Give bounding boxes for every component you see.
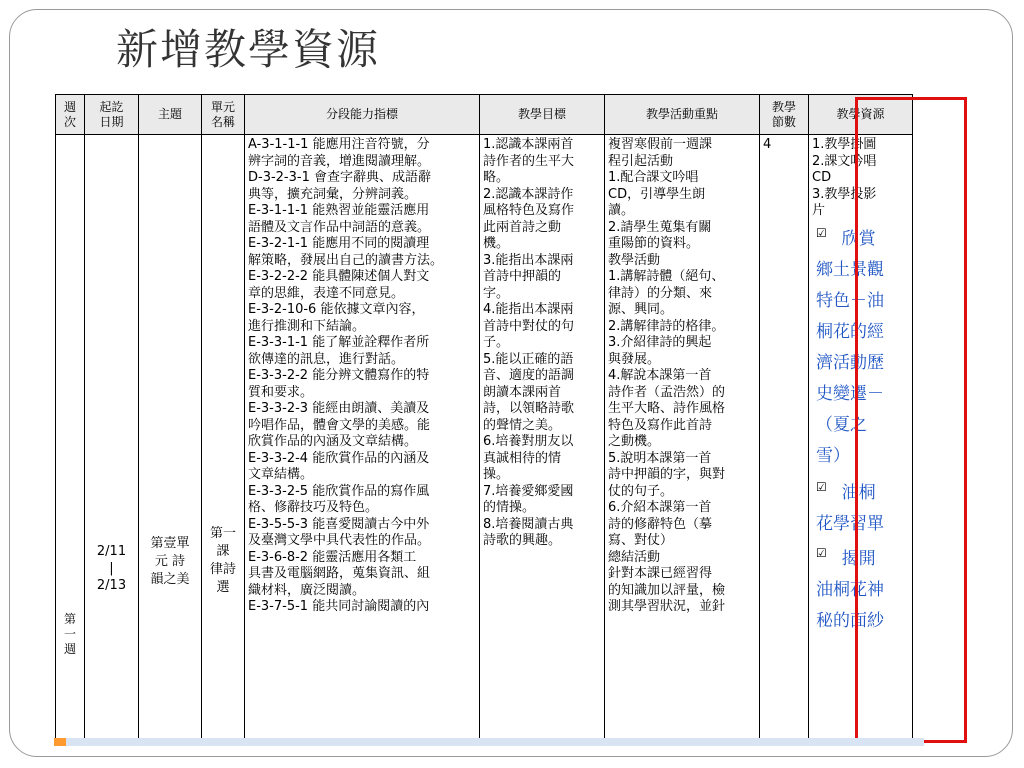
text-line: 字。	[483, 285, 510, 301]
text-line: 與發展。	[608, 351, 661, 367]
text-line: 吟唱作品，體會文學的美感。能	[248, 417, 431, 433]
text-line: 詩作者的生平大	[483, 153, 575, 169]
text-line: E-3-1-1-1 能熟習並能靈活應用	[248, 203, 430, 218]
resource-text-line: 史變遷－	[816, 383, 884, 404]
text-line: 首詩中對仗的句	[483, 318, 575, 334]
text-line: 真誠相待的情	[483, 450, 562, 466]
text-line: 寫、對仗）	[608, 533, 674, 548]
text-line: 1.教學掛圖	[812, 137, 877, 152]
text-line: 2.請學生蒐集有關	[608, 219, 712, 235]
abilities-list	[248, 137, 476, 616]
text-line: 詩作者（孟浩然）的	[608, 384, 726, 400]
table-row-week1	[56, 135, 913, 741]
text-line: 特色及寫作此首詩	[608, 417, 713, 433]
text-line: 程引起活動	[608, 153, 674, 169]
text-line: 章的思維，表達不同意見。	[248, 285, 405, 301]
text-line: E-3-3-2-5 能欣賞作品的寫作風	[248, 483, 430, 499]
text-line: 文章結構。	[248, 467, 314, 482]
text-line: 機。	[483, 236, 510, 251]
text-line: E-3-5-5-3 能喜愛閱讀古今中外	[248, 516, 430, 532]
text-line: CD，引導學生朗	[608, 186, 706, 202]
text-line: 片	[812, 203, 826, 218]
resource-text-line: 特色－油	[816, 290, 884, 311]
text-line: 的知識加以評量，檢	[608, 582, 726, 598]
header-resources: 教學資源	[809, 95, 913, 135]
text-line: E-3-2-10-6 能依據文章內容，	[248, 302, 425, 317]
text-line: 1.認識本課兩首	[483, 137, 574, 152]
text-line: 3.能指出本課兩	[483, 252, 574, 268]
text-line: 織材料，廣泛閱讀。	[248, 582, 366, 598]
text-line: 5.能以正確的語	[483, 351, 574, 367]
text-line: 詩的修辭特色（摹	[608, 516, 713, 532]
resource-text-line: 桐花的經	[816, 321, 884, 342]
checkbox-icon[interactable]: ☑	[816, 225, 827, 240]
text-line: 總結活動	[608, 549, 661, 565]
text-line: E-3-3-2-2 能分辨文體寫作的特	[248, 368, 430, 383]
text-line: 8.培養閱讀古典	[483, 516, 574, 532]
resource-item-1[interactable]: ☑ 欣賞 鄉土景觀 特色－油 桐花的經 濟活動歷 史變遷－ （夏之 雪）	[816, 224, 909, 472]
text-line: E-3-3-2-4 能欣賞作品的內涵及	[248, 450, 430, 466]
checkbox-icon[interactable]: ☑	[816, 479, 827, 494]
text-line: 風格特色及寫作	[483, 203, 575, 218]
text-line: 詩，以領略詩歌	[483, 401, 575, 416]
resource-item-3[interactable]: ☑ 揭開 油桐花神 秘的面紗	[816, 545, 884, 631]
text-line: 6.培養對朋友以	[483, 434, 574, 449]
text-line: 操。	[483, 467, 510, 482]
text-line: E-3-3-1-1 能了解並詮釋作者所	[248, 335, 430, 350]
table-header-row	[56, 95, 913, 135]
resource-item-2[interactable]: ☑ 油桐 花學習單	[816, 479, 884, 534]
resources-plain-list	[812, 137, 909, 220]
text-line: 律詩）的分類、來	[608, 285, 713, 301]
checkbox-icon[interactable]: ☑	[816, 545, 827, 560]
text-line: 測其學習狀況，並針	[608, 599, 726, 614]
scrollbar-thumb[interactable]	[54, 738, 66, 746]
cell-dates: 2/11 | 2/13	[85, 135, 139, 741]
text-line: 針對本課已經習得	[608, 566, 713, 581]
text-line: 複習寒假前一週課	[608, 137, 713, 152]
text-line: 略。	[483, 170, 510, 185]
text-line: 4.解說本課第一首	[608, 368, 712, 383]
header-activities: 教學活動重點	[605, 95, 760, 135]
text-line: 生平大略、詩作風格	[608, 401, 726, 416]
text-line: 讀。	[608, 203, 635, 218]
text-line: 的聲情之美。	[483, 417, 562, 433]
resources-added	[812, 220, 909, 637]
text-line: 7.培養愛鄉愛國	[483, 483, 574, 499]
text-line: 教學活動	[608, 252, 661, 268]
text-line: E-3-2-1-1 能應用不同的閱讀理	[248, 236, 430, 251]
resource-text-line: 鄉土景觀	[816, 259, 884, 280]
header-periods: 教學 節數	[760, 95, 809, 135]
header-abilities: 分段能力指標	[245, 95, 480, 135]
text-line: 此兩首詩之動	[483, 219, 562, 235]
text-line: 的情操。	[483, 500, 536, 515]
text-line: 子。	[483, 335, 510, 350]
text-line: 格、修辭技巧及特色。	[248, 500, 379, 515]
header-topic: 主題	[139, 95, 202, 135]
text-line: 1.配合課文吟唱	[608, 170, 699, 185]
text-line: 典等，擴充詞彙，分辨詞義。	[248, 186, 418, 202]
text-line: 1.講解詩體（絕句、	[608, 269, 725, 284]
cell-objectives	[480, 135, 605, 741]
header-objectives: 教學目標	[480, 95, 605, 135]
text-line: 欲傳達的訊息，進行對話。	[248, 351, 405, 367]
text-line: 具書及電腦網路，蒐集資訊、組	[248, 566, 431, 581]
cell-activities	[605, 135, 760, 741]
text-line: 3.教學投影	[812, 186, 877, 202]
text-line: 仗的句子。	[608, 483, 674, 499]
cell-unit: 第一 課 律詩 選	[202, 135, 245, 741]
text-line: 源、興同。	[608, 302, 674, 317]
text-line: 2.講解律詩的格律。	[608, 318, 725, 334]
text-line: 首詩中押韻的	[483, 269, 562, 284]
text-line: CD	[812, 170, 832, 185]
text-line: 重陽節的資料。	[608, 236, 700, 251]
text-line: D-3-2-3-1 會查字辭典、成語辭	[248, 170, 431, 185]
resource-text-line: 雪）	[816, 445, 850, 466]
text-line: 2.認識本課詩作	[483, 186, 574, 202]
text-line: 4.能指出本課兩	[483, 302, 574, 317]
horizontal-scrollbar[interactable]	[54, 738, 924, 746]
periods-value: 4	[763, 137, 772, 152]
document-page	[45, 90, 975, 740]
text-line: E-3-2-2-2 能具體陳述個人對文	[248, 269, 430, 284]
text-line: 欣賞作品的內涵及文章結構。	[248, 434, 418, 449]
activities-list	[608, 137, 756, 616]
cell-resources	[809, 135, 913, 741]
text-line: 6.介紹本課第一首	[608, 500, 712, 515]
text-line: 詩歌的興趣。	[483, 533, 562, 548]
text-line: 音、適度的語調	[483, 368, 575, 383]
text-line: 進行推測和下結論。	[248, 318, 366, 334]
slide-title: 新增教學資源	[116, 25, 381, 74]
header-dates: 起訖 日期	[85, 95, 139, 135]
text-line: 2.課文吟唱	[812, 153, 877, 169]
text-line: 解策略，發展出自己的讀書方法。	[248, 252, 444, 268]
text-line: 語體及文言作品中詞語的意義。	[248, 219, 431, 235]
text-line: 5.說明本課第一首	[608, 450, 712, 466]
text-line: 及臺灣文學中具代表性的作品。	[248, 533, 431, 548]
text-line: A-3-1-1-1 能應用注音符號，分	[248, 137, 430, 152]
cell-periods	[760, 135, 809, 741]
cell-topic: 第壹單 元 詩 韻之美	[139, 135, 202, 741]
text-line: 詩中押韻的字，與對	[608, 467, 726, 482]
text-line: 朗讀本課兩首	[483, 384, 562, 400]
text-line: 3.介紹律詩的興起	[608, 335, 712, 350]
text-line: 質和要求。	[248, 384, 314, 400]
header-unit: 單元 名稱	[202, 95, 245, 135]
text-line: 之動機。	[608, 434, 661, 449]
text-line: E-3-3-2-3 能經由朗讀、美讀及	[248, 401, 430, 416]
header-week: 週 次	[56, 95, 85, 135]
text-line: 辨字詞的音義，增進閱讀理解。	[248, 153, 431, 169]
resource-text-line: 濟活動歷	[816, 352, 884, 373]
text-line: E-3-7-5-1 能共同討論閱讀的內	[248, 599, 430, 614]
text-line: E-3-6-8-2 能靈活應用各類工	[248, 549, 417, 565]
objectives-list	[483, 137, 601, 550]
cell-abilities	[245, 135, 480, 741]
resource-text-line: （夏之	[816, 414, 867, 435]
cell-week: 第 一 週	[56, 135, 85, 741]
lesson-plan-table	[55, 94, 913, 740]
